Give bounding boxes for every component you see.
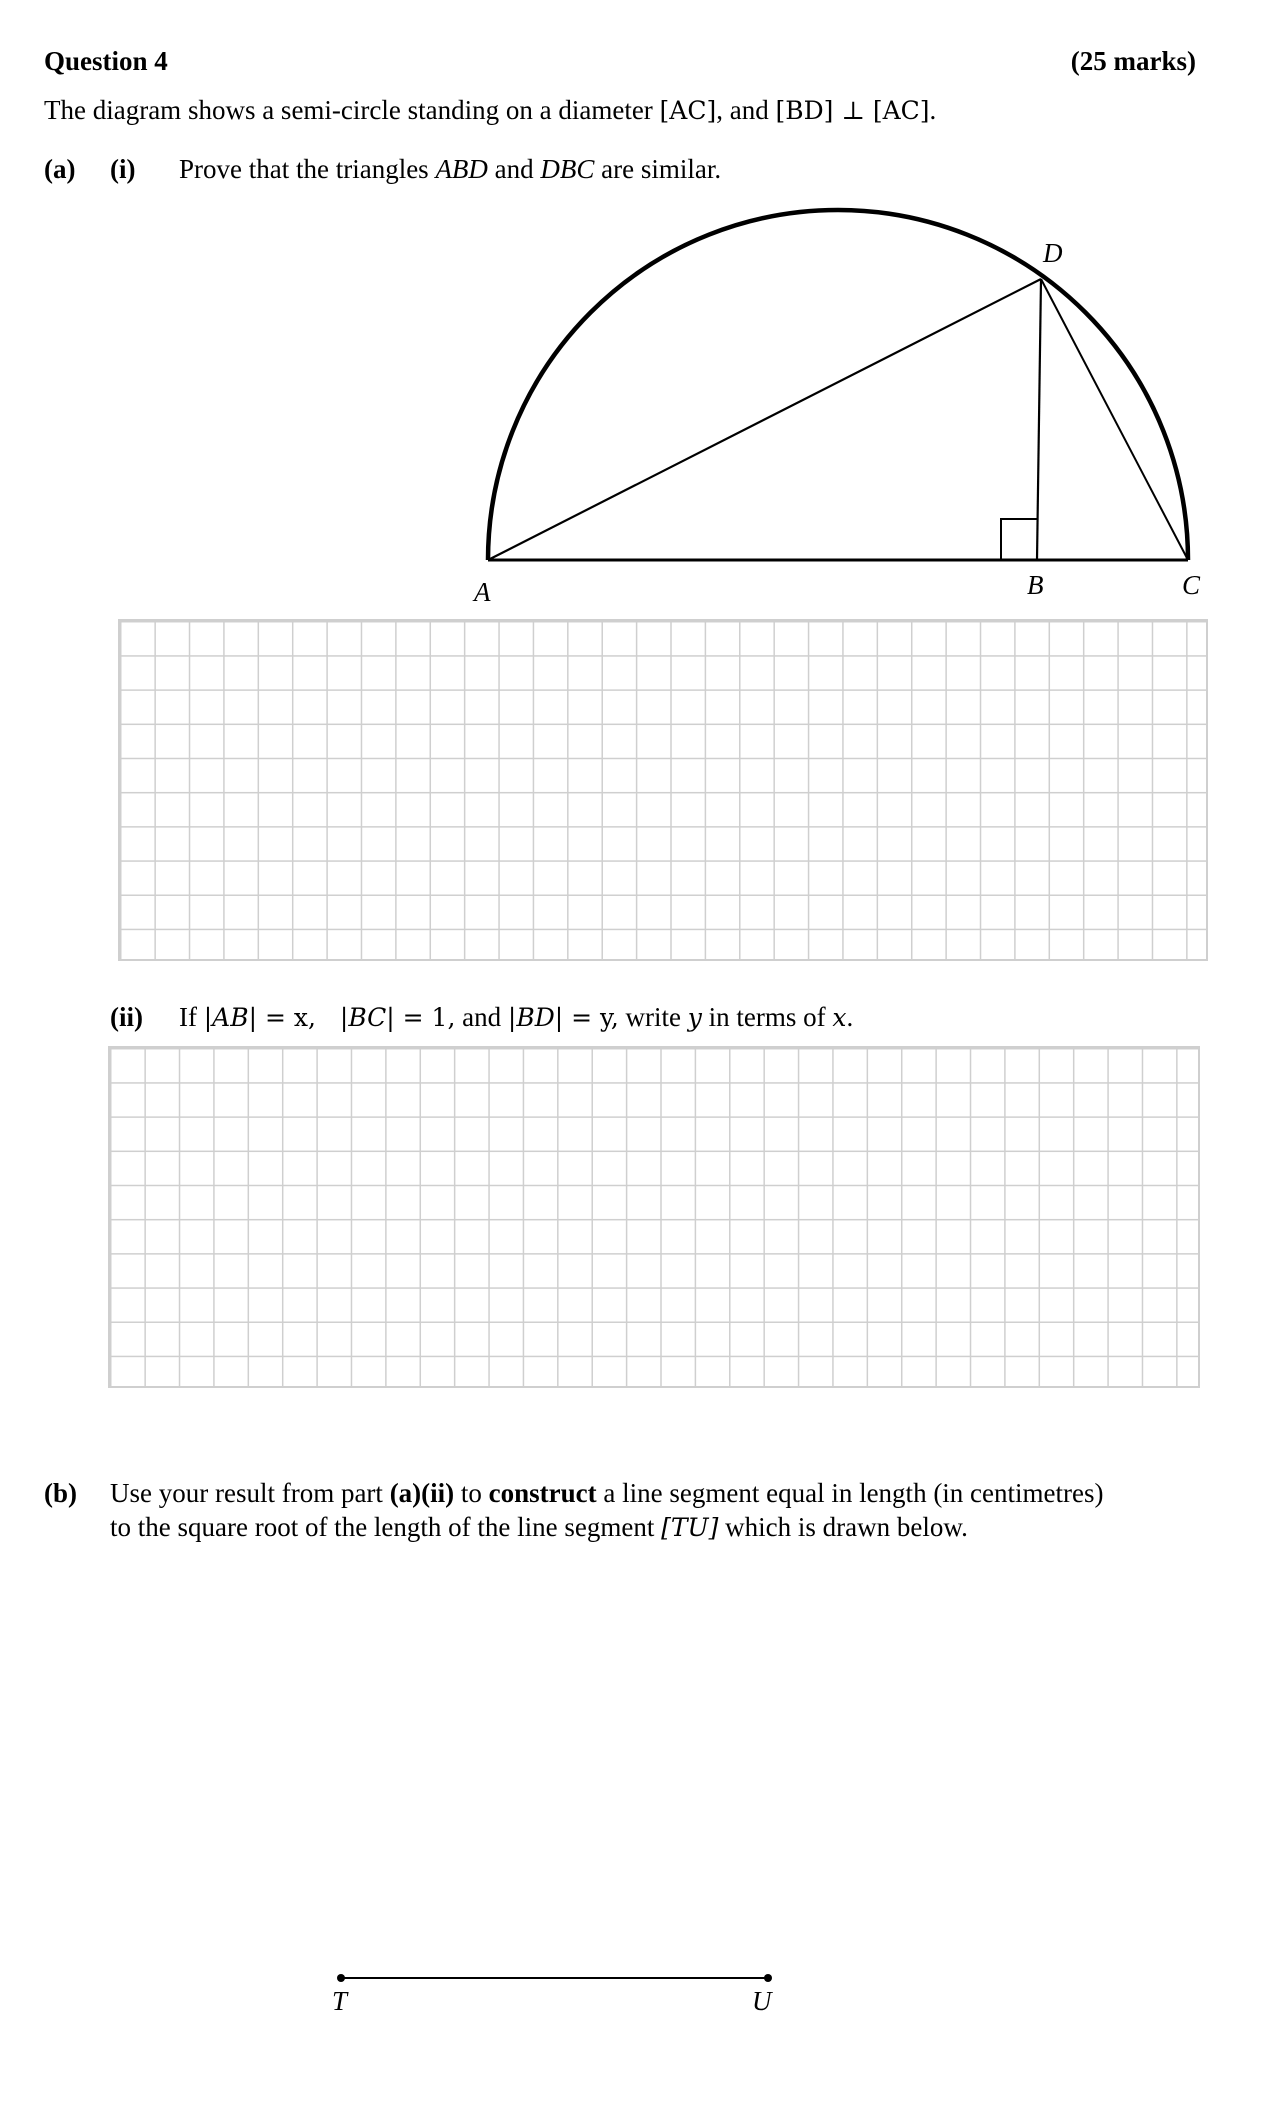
eq-y: = y, [563,1003,619,1032]
part-a-ii-end: . [846,1002,854,1032]
part-a-ii-write: write [618,1002,688,1032]
point-c-label: C [1182,570,1201,600]
part-a-i-suffix: are similar. [594,154,722,184]
answer-grid-a-ii[interactable] [108,1046,1200,1388]
semicircle-diagram [0,0,1266,640]
length-bd: |BD| [507,1003,564,1032]
part-b-line2-prefix: to the square root of the length of the line segment [110,1512,662,1542]
point-u-label: U [752,1986,772,2016]
part-a-ii-and: and [455,1002,508,1032]
chord-ad [488,279,1041,560]
point-d-label: D [1043,238,1063,268]
part-b-to: to [454,1478,489,1508]
question-title: Question 4 [44,46,168,76]
intro-ac: [AC] [659,96,717,125]
triangle-dbc: DBC [540,154,595,184]
part-b-construct: construct [488,1478,597,1508]
segment-tu-diagram [0,1960,1266,2020]
point-b-label: B [1027,570,1044,600]
intro-text: The diagram shows a semi-circle standing on a diameter [44,95,660,125]
point-u-dot [764,1974,772,1982]
part-a-i-label: (i) [110,154,136,184]
chord-dc [1041,279,1188,560]
var-x: x [832,1003,847,1032]
intro-perp: ⊥ [833,96,873,125]
part-b-line1-prefix: Use your result from part [110,1478,390,1508]
var-y: y [687,1003,702,1032]
part-a-ii-if: If [179,1002,204,1032]
segment-tu-ref: [TU] [661,1513,719,1542]
intro-end: . [929,95,937,125]
eq-1: = 1, [394,1003,456,1032]
point-t-dot [337,1974,345,1982]
length-ab: |AB| [203,1003,258,1032]
question-marks: (25 marks) [1070,46,1196,76]
triangle-abd: ABD [435,154,488,184]
part-a-ii-label: (ii) [110,1002,143,1032]
part-b-line2-suffix: which is drawn below. [718,1512,968,1542]
right-angle-marker [1001,519,1038,560]
length-bc: |BC| [339,1003,395,1032]
part-a-ii-terms: in terms of [701,1002,833,1032]
part-a-label: (a) [44,154,76,184]
eq-x: = x, [257,1003,316,1032]
part-b-label: (b) [44,1478,77,1508]
segment-bd [1037,279,1041,560]
point-a-label: A [474,577,491,607]
part-a-i-prefix: Prove that the triangles [179,154,436,184]
part-b-ref: (a)(ii) [389,1478,455,1508]
answer-grid-a-i[interactable] [118,619,1208,961]
part-a-ii-text [179,1000,853,1035]
part-b-line1-suffix: a line segment equal in length (in centimetres) [596,1478,1104,1508]
part-b-line1 [110,1476,1104,1510]
point-t-label: T [332,1986,348,2016]
intro-bd: [BD] [775,96,834,125]
intro-ac2: [AC] [872,96,930,125]
part-a-i-and: and [487,154,541,184]
part-b-line2 [110,1510,968,1545]
intro-and: , and [716,95,776,125]
